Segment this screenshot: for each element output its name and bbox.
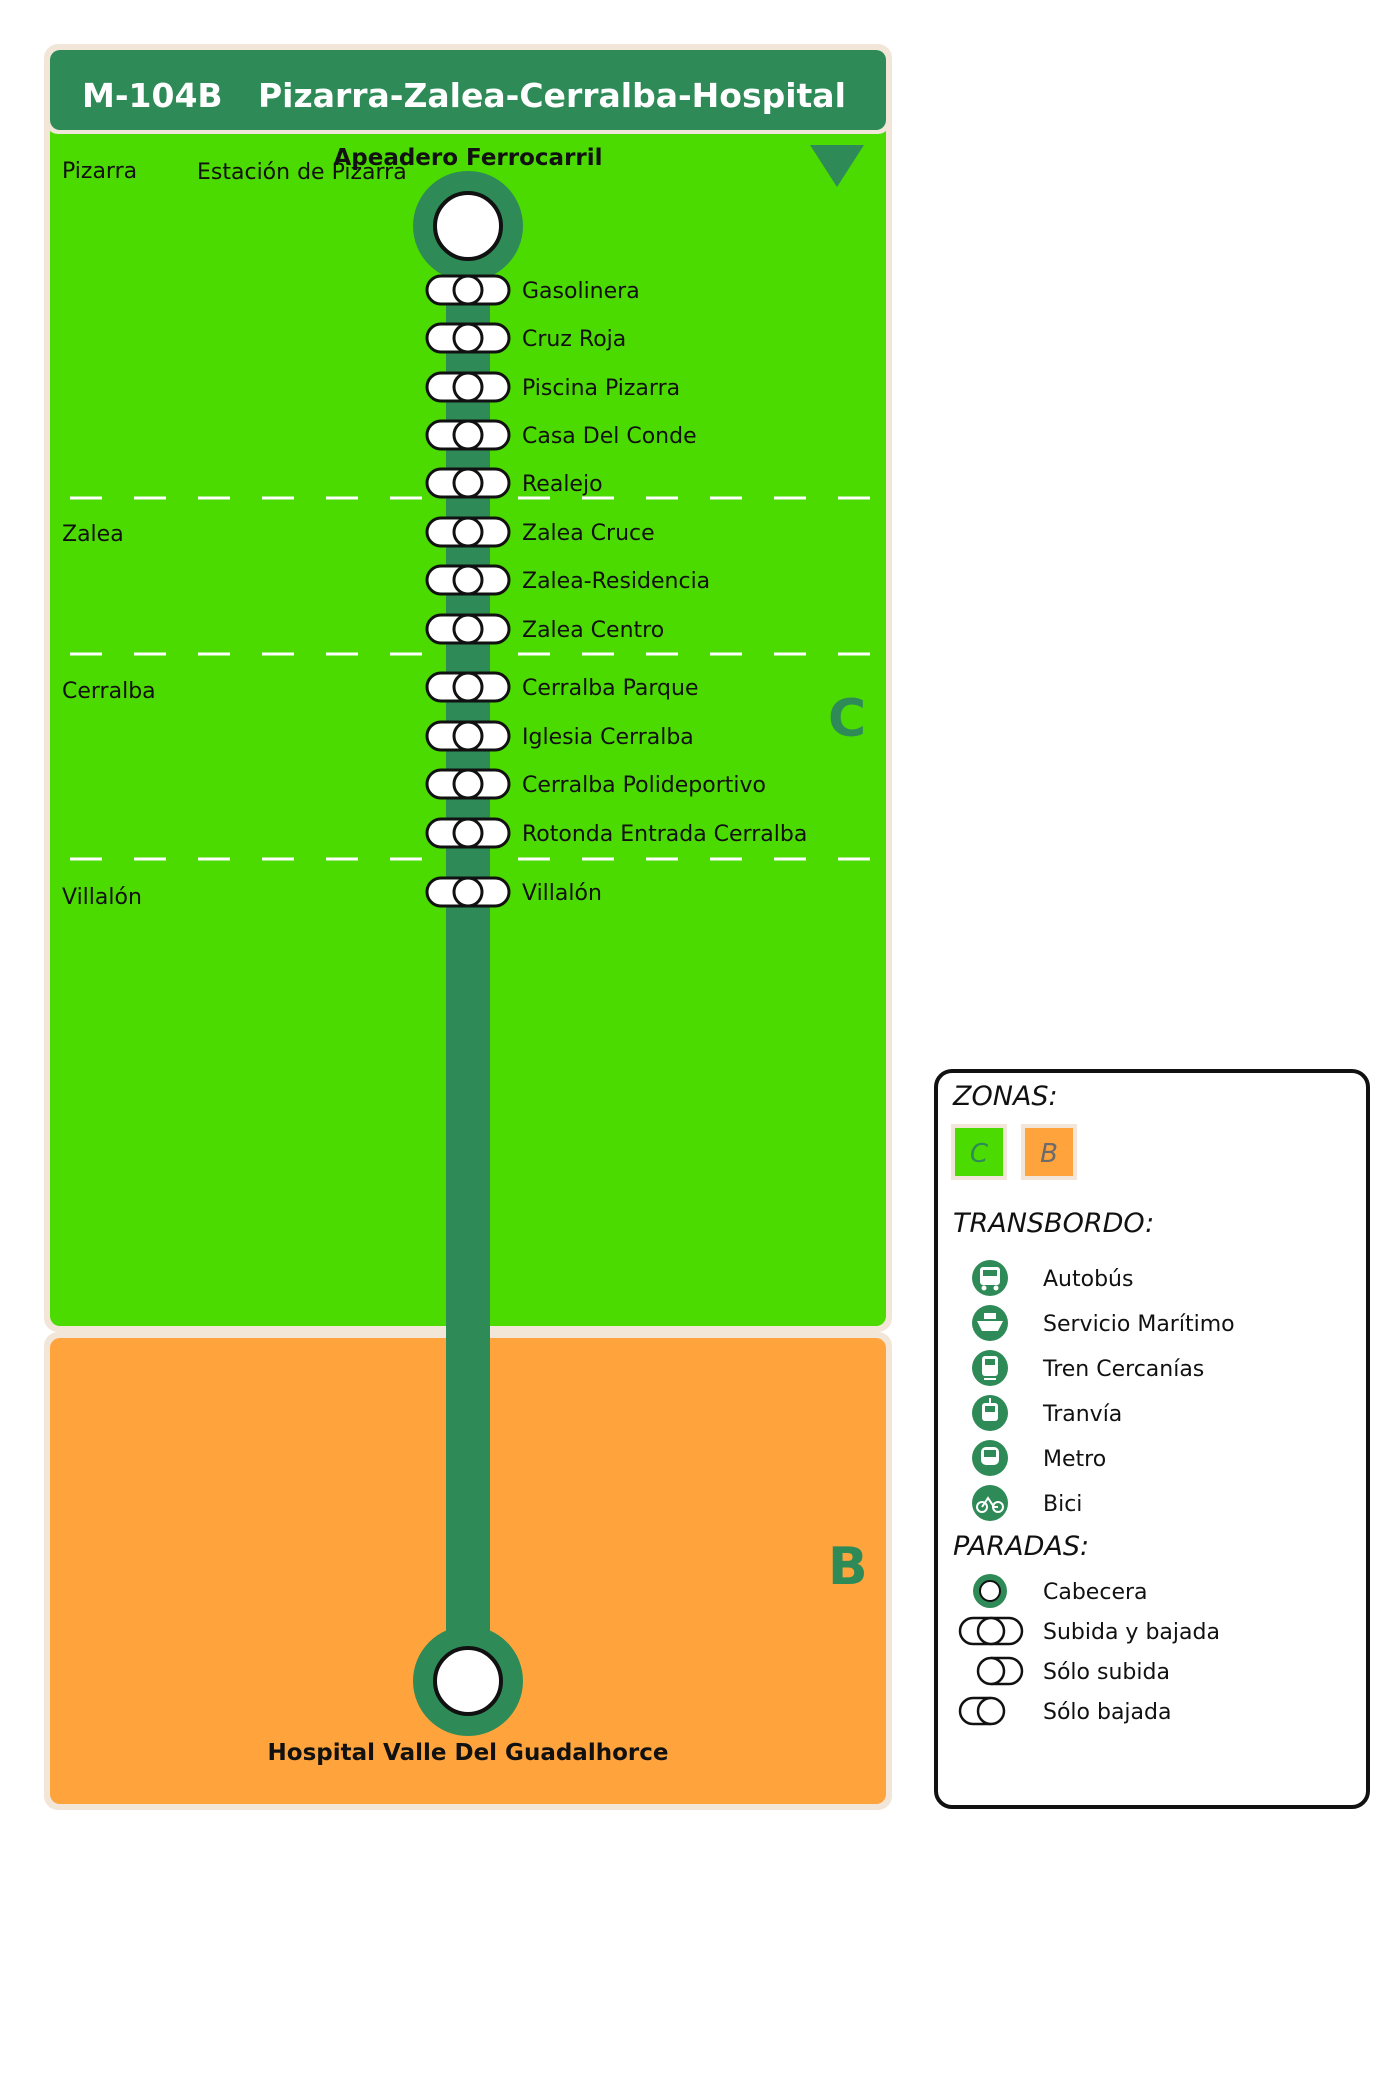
legend-transbordo-label: Tranvía	[1043, 1402, 1123, 1427]
stop	[427, 770, 766, 798]
stop	[427, 518, 655, 546]
municipality-label: Villalón	[62, 885, 142, 910]
stop-name: Iglesia Cerralba	[522, 725, 694, 750]
legend-zone-c-label: C	[969, 1139, 989, 1169]
stop-name: Cruz Roja	[522, 327, 627, 352]
legend-transbordo-label: Bici	[1043, 1492, 1083, 1517]
legend-parada-label: Cabecera	[1043, 1580, 1148, 1605]
alight-only-stop-icon	[960, 1698, 1004, 1724]
stop-name: Cerralba Polideportivo	[522, 773, 766, 798]
stop-name: Rotonda Entrada Cerralba	[522, 822, 808, 847]
origin-name: Apeadero Ferrocarril	[333, 145, 603, 171]
stop-name: Piscina Pizarra	[522, 376, 681, 401]
municipality-label: Zalea	[62, 522, 124, 547]
legend-transbordo-label: Tren Cercanías	[1043, 1357, 1205, 1382]
legend-zonas-title: ZONAS:	[953, 1081, 1058, 1112]
legend-parada-label: Sólo subida	[1043, 1660, 1170, 1685]
stop-name: Casa Del Conde	[522, 424, 697, 449]
stop	[427, 673, 699, 701]
stop	[427, 421, 697, 449]
zone-b-label: B	[828, 1537, 868, 1597]
destination-name: Hospital Valle Del Guadalhorce	[267, 1740, 669, 1766]
legend	[936, 1071, 1368, 1807]
stop-name: Cerralba Parque	[522, 676, 699, 701]
terminal-stop-icon	[973, 1574, 1007, 1608]
route-name: Pizarra-Zalea-Cerralba-Hospital	[258, 76, 846, 115]
legend-parada-label: Subida y bajada	[1043, 1620, 1220, 1645]
legend-transbordo-title: TRANSBORDO:	[953, 1208, 1155, 1239]
legend-transbordo-label: Autobús	[1043, 1267, 1134, 1292]
zone-c-label: C	[828, 689, 867, 749]
board-alight-stop-icon	[960, 1618, 1022, 1644]
train-icon	[972, 1350, 1008, 1386]
tram-icon	[972, 1395, 1008, 1431]
stop	[427, 615, 664, 643]
metro-icon	[972, 1440, 1008, 1476]
stop	[427, 373, 680, 401]
legend-transbordo-label: Servicio Marítimo	[1043, 1312, 1235, 1337]
municipality-label: Pizarra	[62, 159, 138, 184]
legend-paradas-title: PARADAS:	[953, 1531, 1090, 1562]
stop-name: Zalea-Residencia	[522, 569, 711, 594]
stop	[427, 819, 807, 847]
legend-transbordo-label: Metro	[1043, 1447, 1107, 1472]
bus-icon	[972, 1260, 1008, 1296]
destination-terminal-inner	[435, 1648, 501, 1714]
municipality-label: Cerralba	[62, 679, 156, 704]
stop-name: Gasolinera	[522, 279, 640, 304]
legend-zone-b-label: B	[1040, 1139, 1058, 1169]
stop-name: Zalea Centro	[522, 618, 665, 643]
board-only-stop-icon	[978, 1658, 1022, 1684]
origin-secondary-name: Estación de Pizarra	[197, 160, 407, 185]
legend-box	[936, 1071, 1368, 1807]
origin-terminal-inner	[435, 193, 501, 259]
stop	[427, 324, 626, 352]
stop-name: Realejo	[522, 472, 603, 497]
stop	[427, 566, 710, 594]
stop-name: Zalea Cruce	[522, 521, 655, 546]
stop-name: Villalón	[522, 881, 602, 906]
stop	[427, 722, 694, 750]
legend-parada-label: Sólo bajada	[1043, 1700, 1172, 1725]
stop	[427, 276, 640, 304]
ship-icon	[972, 1305, 1008, 1341]
route-code: M-104B	[82, 76, 223, 115]
bike-icon	[972, 1485, 1008, 1521]
